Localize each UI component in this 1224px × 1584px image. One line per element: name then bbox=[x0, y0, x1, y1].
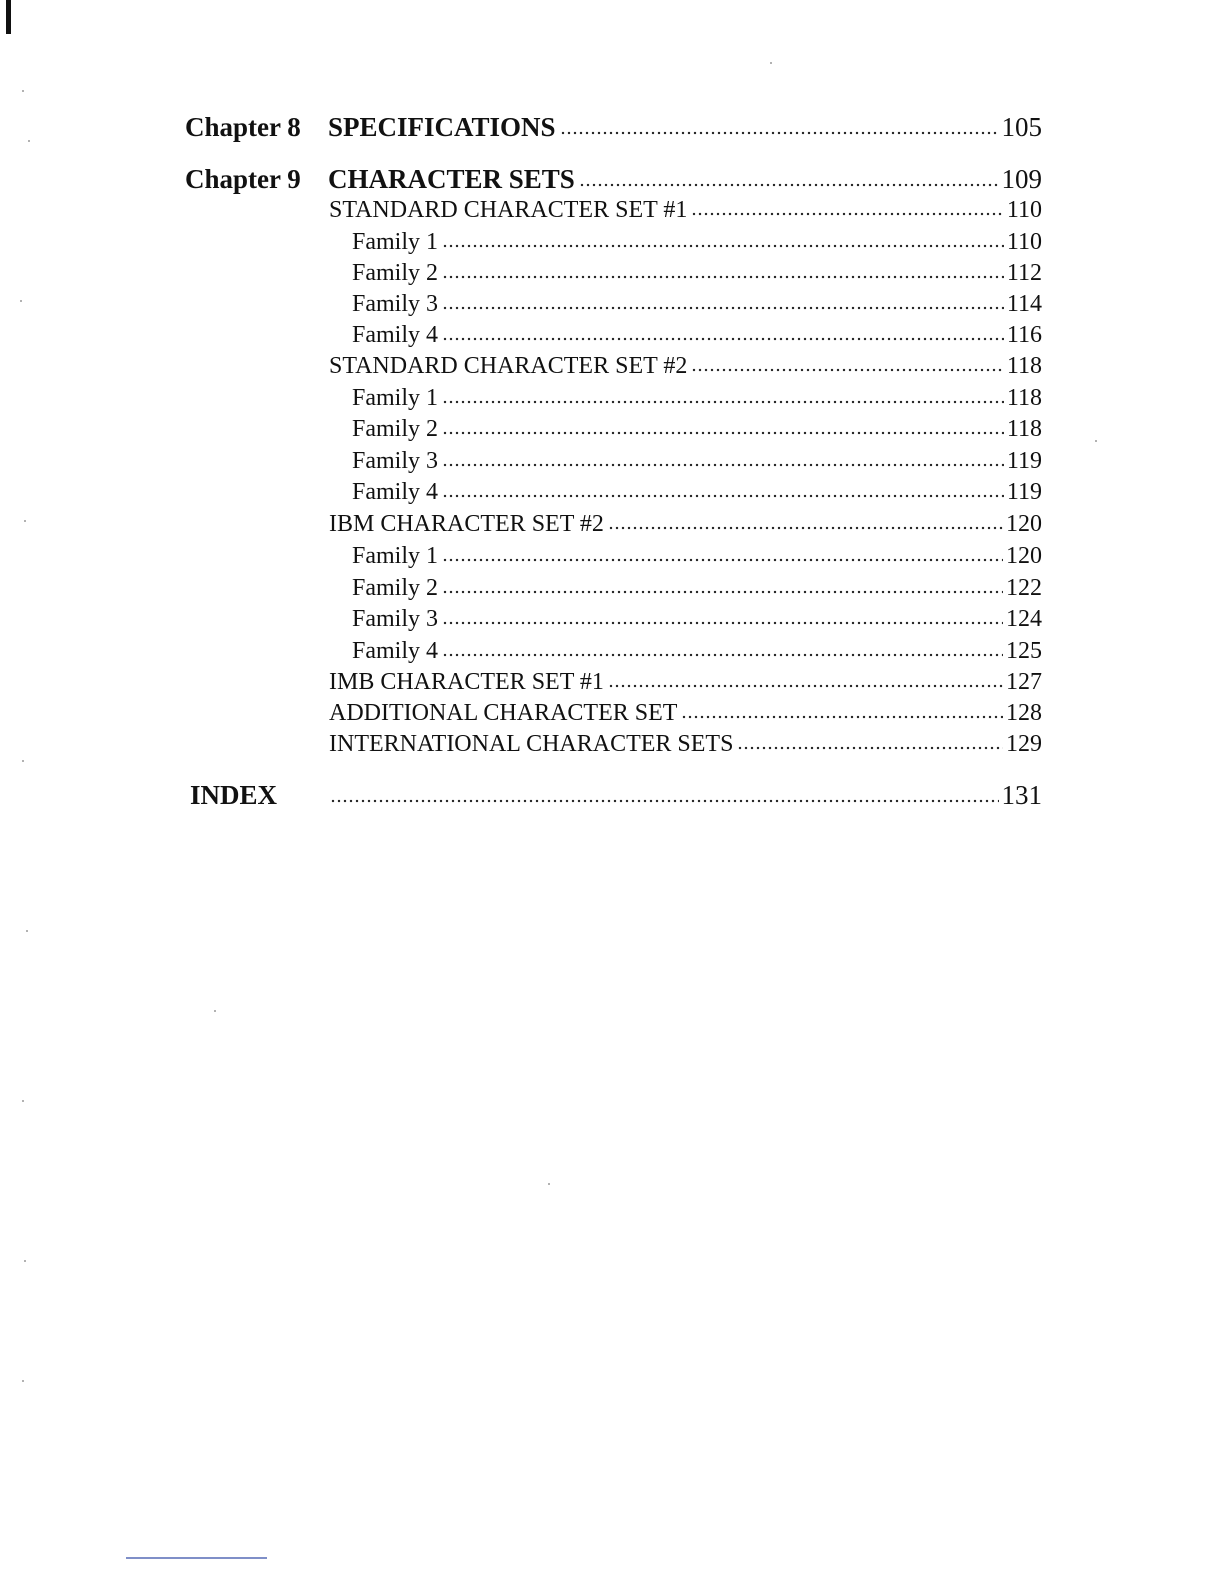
toc-entry-title: Family 3 bbox=[352, 448, 439, 474]
toc-entry-page: 129 bbox=[1006, 731, 1042, 757]
scan-speck bbox=[22, 1100, 24, 1102]
toc-entry-page: 118 bbox=[1006, 385, 1042, 411]
toc-entry-title: INTERNATIONAL CHARACTER SETS bbox=[329, 731, 734, 757]
toc-entry-title: Family 3 bbox=[352, 606, 439, 632]
toc-entry bbox=[352, 229, 1042, 256]
scan-speck bbox=[22, 90, 24, 92]
toc-entry-page: 128 bbox=[1006, 700, 1042, 726]
toc-entry-page: 122 bbox=[1006, 575, 1042, 601]
toc-entry bbox=[352, 543, 1042, 570]
toc-entry-page: 131 bbox=[1001, 780, 1042, 810]
scan-speck bbox=[22, 760, 24, 762]
dot-leader bbox=[691, 203, 1004, 219]
toc-entry-title: Family 2 bbox=[352, 416, 439, 442]
scan-speck bbox=[26, 930, 28, 932]
dot-leader bbox=[579, 174, 999, 190]
toc-entry-title: Family 3 bbox=[352, 291, 439, 317]
toc-entry-page: 110 bbox=[1006, 229, 1042, 255]
toc-entry bbox=[352, 291, 1042, 318]
toc-entry-title: Family 1 bbox=[352, 229, 439, 255]
dot-leader bbox=[442, 485, 1004, 501]
toc-entry-title: CHARACTER SETS bbox=[328, 164, 575, 194]
dot-leader bbox=[442, 235, 1004, 251]
dot-leader bbox=[442, 266, 1004, 282]
dot-leader bbox=[691, 359, 1004, 375]
toc-entry-page: 112 bbox=[1006, 260, 1042, 286]
dot-leader bbox=[442, 328, 1004, 344]
chapter-number: INDEX bbox=[190, 780, 278, 810]
dot-leader bbox=[560, 122, 999, 138]
dot-leader bbox=[442, 454, 1004, 470]
dot-leader bbox=[608, 675, 1003, 691]
toc-entry-page: 120 bbox=[1006, 543, 1042, 569]
toc-entry-page: 118 bbox=[1006, 416, 1042, 442]
toc-entry-title: STANDARD CHARACTER SET #2 bbox=[329, 353, 688, 379]
dot-leader bbox=[442, 644, 1003, 660]
scan-speck bbox=[1095, 440, 1097, 442]
toc-entry bbox=[352, 638, 1042, 665]
toc-entry bbox=[329, 197, 1042, 224]
toc-entry bbox=[330, 780, 1042, 811]
scan-speck bbox=[24, 520, 26, 522]
toc-entry-page: 114 bbox=[1006, 291, 1042, 317]
toc-entry bbox=[352, 385, 1042, 412]
toc-entry bbox=[329, 700, 1042, 727]
toc-entry bbox=[352, 448, 1042, 475]
scan-speck bbox=[24, 1260, 26, 1262]
toc-entry-title: Family 4 bbox=[352, 322, 439, 348]
toc-entry-title: SPECIFICATIONS bbox=[328, 112, 556, 142]
toc-entry-title: ADDITIONAL CHARACTER SET bbox=[329, 700, 678, 726]
dot-leader bbox=[442, 297, 1004, 313]
toc-entry bbox=[329, 353, 1042, 380]
toc-entry-page: 110 bbox=[1006, 197, 1042, 223]
dot-leader bbox=[737, 737, 1003, 753]
toc-entry-title: Family 1 bbox=[352, 543, 439, 569]
toc-entry bbox=[328, 164, 1042, 195]
toc-entry bbox=[352, 575, 1042, 602]
dot-leader bbox=[442, 581, 1003, 597]
toc-entry-title: Family 4 bbox=[352, 479, 439, 505]
toc-entry-page: 119 bbox=[1006, 479, 1042, 505]
scan-speck bbox=[214, 1010, 216, 1012]
dot-leader bbox=[442, 422, 1004, 438]
toc-entry bbox=[352, 606, 1042, 633]
scan-speck bbox=[20, 300, 22, 302]
toc-entry bbox=[328, 112, 1042, 143]
toc-entry-page: 124 bbox=[1006, 606, 1042, 632]
toc-entry-page: 127 bbox=[1006, 669, 1042, 695]
toc-entry-title: Family 2 bbox=[352, 575, 439, 601]
toc-entry-page: 116 bbox=[1006, 322, 1042, 348]
dot-leader bbox=[608, 517, 1003, 533]
scan-edge-mark bbox=[6, 0, 11, 34]
toc-entry-page: 109 bbox=[1001, 164, 1042, 194]
toc-entry bbox=[329, 669, 1042, 696]
toc-entry-title: IMB CHARACTER SET #1 bbox=[329, 669, 604, 695]
toc-entry-title: Family 1 bbox=[352, 385, 439, 411]
scan-speck bbox=[28, 140, 30, 142]
toc-entry bbox=[329, 731, 1042, 758]
dot-leader bbox=[442, 612, 1003, 628]
dot-leader bbox=[330, 790, 999, 806]
chapter-number: Chapter 9 bbox=[185, 164, 301, 194]
chapter-number: Chapter 8 bbox=[185, 112, 301, 142]
scan-speck bbox=[22, 1380, 24, 1382]
toc-entry bbox=[352, 322, 1042, 349]
toc-entry-page: 105 bbox=[1001, 112, 1042, 142]
scan-bottom-mark bbox=[126, 1557, 267, 1559]
toc-entry bbox=[352, 479, 1042, 506]
toc-entry-title: IBM CHARACTER SET #2 bbox=[329, 511, 604, 537]
toc-entry-page: 120 bbox=[1006, 511, 1042, 537]
dot-leader bbox=[442, 549, 1003, 565]
scan-speck bbox=[548, 1183, 550, 1185]
dot-leader bbox=[442, 391, 1004, 407]
toc-entry-title: Family 2 bbox=[352, 260, 439, 286]
toc-entry bbox=[329, 511, 1042, 538]
toc-entry bbox=[352, 416, 1042, 443]
scan-speck bbox=[770, 62, 772, 64]
toc-entry-title: STANDARD CHARACTER SET #1 bbox=[329, 197, 688, 223]
toc-entry-page: 125 bbox=[1006, 638, 1042, 664]
toc-entry bbox=[352, 260, 1042, 287]
toc-entry-page: 119 bbox=[1006, 448, 1042, 474]
toc-entry-title: Family 4 bbox=[352, 638, 439, 664]
toc-entry-page: 118 bbox=[1006, 353, 1042, 379]
dot-leader bbox=[681, 706, 1003, 722]
